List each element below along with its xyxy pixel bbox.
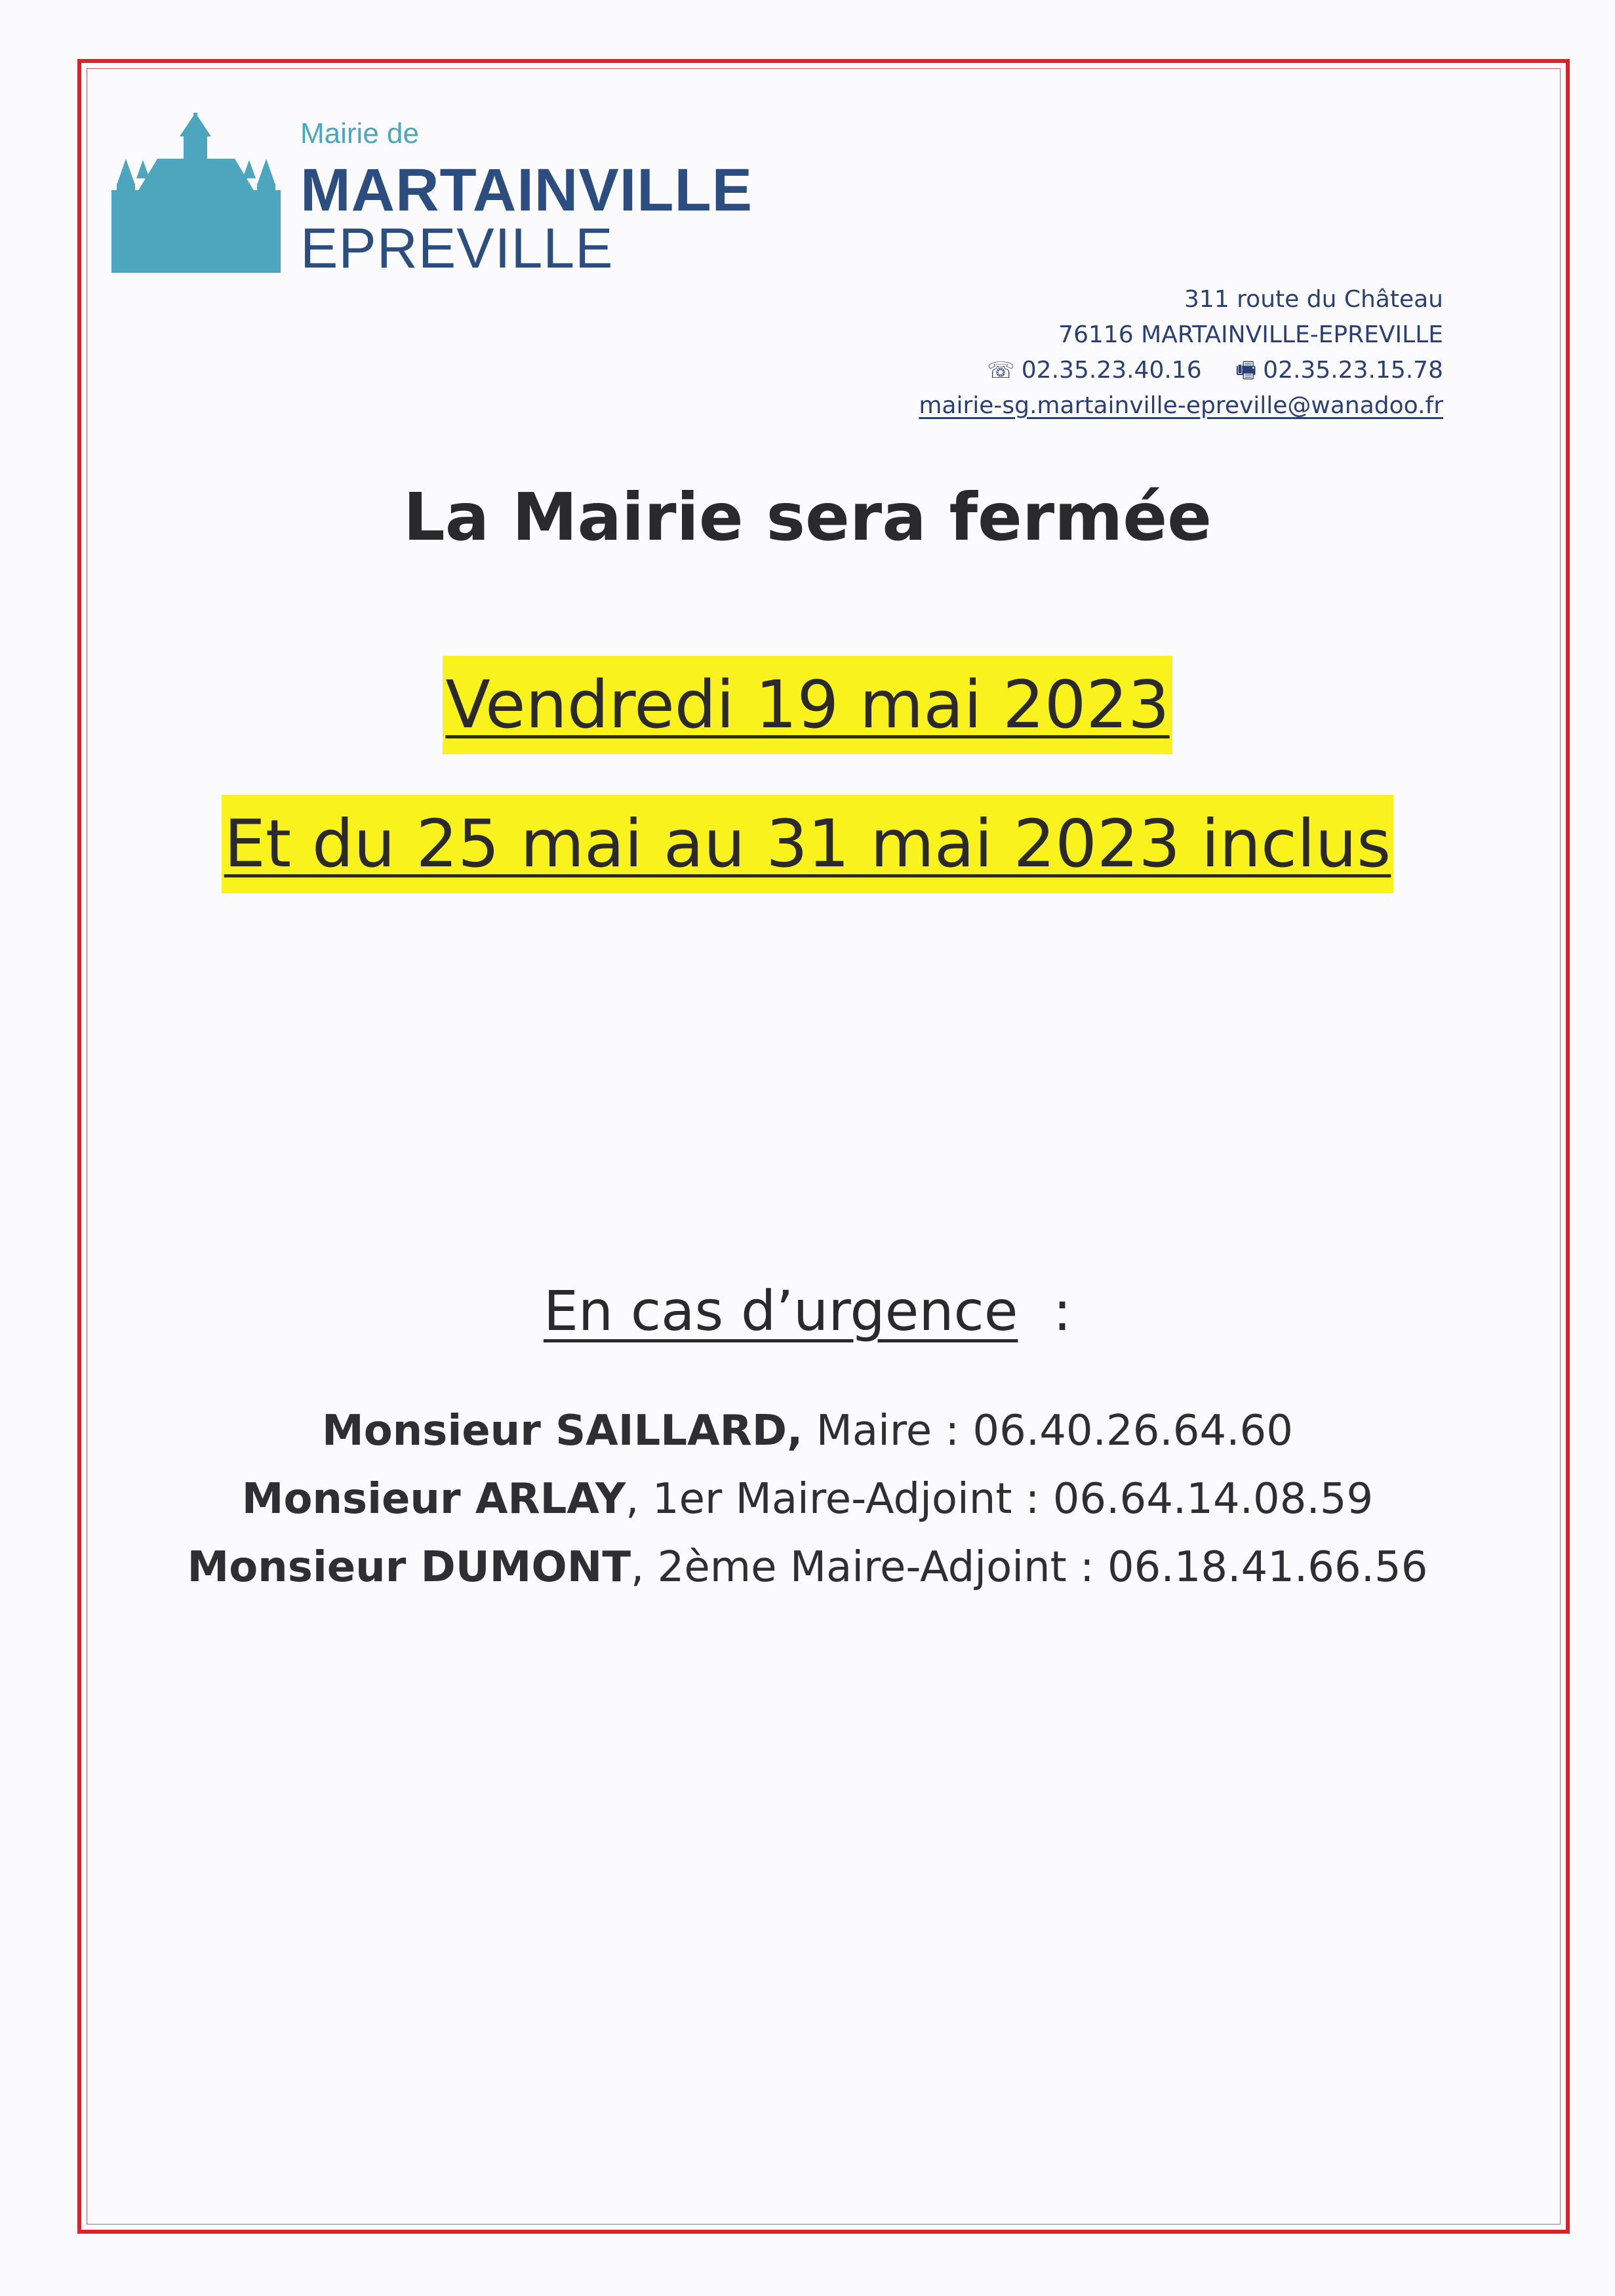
address-city: 76116 MARTAINVILLE-EPREVILLE xyxy=(1058,321,1443,348)
address-block xyxy=(919,282,1443,424)
phone-icon: ☏ xyxy=(987,357,1015,384)
contact-list xyxy=(0,1397,1615,1601)
logo-prefix: Mairie de xyxy=(300,117,419,150)
logo xyxy=(111,113,767,283)
urgence-colon: : xyxy=(1052,1279,1072,1343)
contact-row xyxy=(0,1465,1615,1533)
contact-row xyxy=(0,1397,1615,1465)
email-link[interactable]: mairie-sg.martainville-epreville@wanadoo.fr xyxy=(919,392,1443,419)
logo-sub-name: EPREVILLE xyxy=(300,217,614,280)
page-title: La Mairie sera fermée xyxy=(403,479,1212,555)
contact-name: Monsieur SAILLARD, xyxy=(322,1407,803,1455)
contact-role: , 1er Maire-Adjoint : 06.64.14.08.59 xyxy=(626,1475,1374,1523)
closure-line-1 xyxy=(0,656,1615,754)
urgence-heading xyxy=(0,1279,1615,1343)
urgence-label: En cas d’urgence xyxy=(543,1279,1018,1343)
logo-text xyxy=(300,117,753,280)
closure-date-2: Et du 25 mai au 31 mai 2023 inclus xyxy=(222,795,1394,893)
contact-name: Monsieur ARLAY xyxy=(241,1475,626,1523)
address-phones xyxy=(919,353,1443,388)
contact-name: Monsieur DUMONT xyxy=(187,1543,631,1592)
fax-number: 02.35.23.15.78 xyxy=(1263,357,1443,384)
closure-line-2 xyxy=(0,795,1615,893)
contact-role: Maire : 06.40.26.64.60 xyxy=(803,1407,1293,1455)
contact-role: , 2ème Maire-Adjoint : 06.18.41.66.56 xyxy=(630,1543,1428,1592)
logo-main-name: MARTAINVILLE xyxy=(300,157,753,224)
fax-icon: 🖷 xyxy=(1235,357,1257,384)
phone-number: 02.35.23.40.16 xyxy=(1021,357,1202,384)
castle-icon xyxy=(111,113,281,273)
closure-date-1: Vendredi 19 mai 2023 xyxy=(443,656,1172,754)
address-street: 311 route du Château xyxy=(1184,286,1443,313)
contact-row xyxy=(0,1533,1615,1601)
